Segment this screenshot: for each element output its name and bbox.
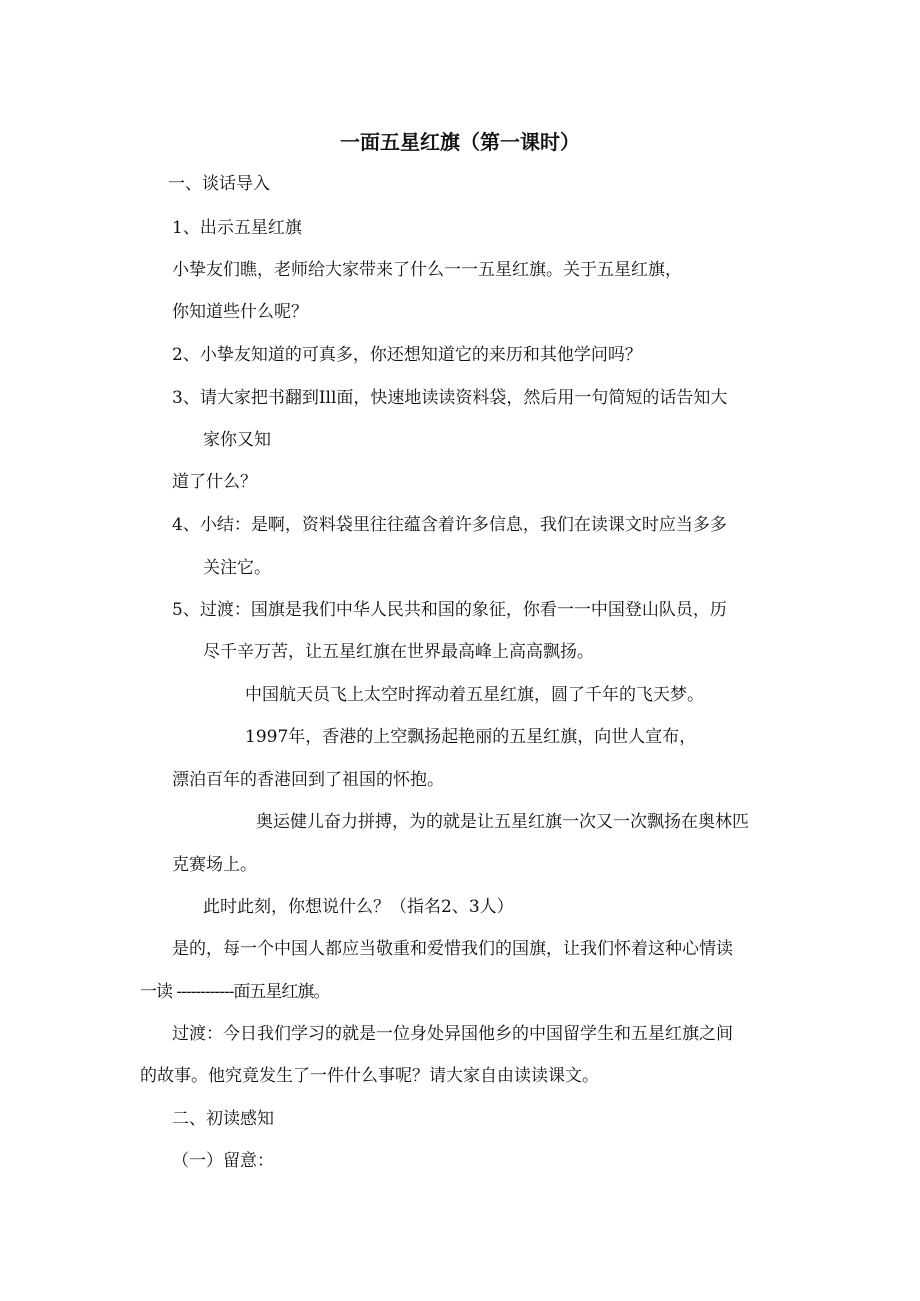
paragraph-line: （一）留意： bbox=[172, 1151, 274, 1171]
paragraph-line: 家你又知 bbox=[203, 430, 271, 450]
section-heading-intro: 一、谈话导入 bbox=[168, 174, 270, 194]
paragraph-line: 道了什么？ bbox=[172, 472, 257, 492]
paragraph-line: 此时此刻，你想说什么？（指名2、3人） bbox=[203, 897, 514, 917]
document-title: 一面五星红旗（第一课时） bbox=[340, 130, 580, 154]
paragraph-line: 克赛场上。 bbox=[172, 855, 257, 875]
paragraph-line: 尽千辛万苦，让五星红旗在世界最高峰上高高飘扬。 bbox=[203, 642, 594, 662]
paragraph-line: 一读 ------------面五星红旗。 bbox=[140, 982, 330, 1002]
section-heading-reading: 二、初读感知 bbox=[172, 1109, 274, 1129]
paragraph-line: 是的，每一个中国人都应当敬重和爱惜我们的国旗，让我们怀着这种心情读 bbox=[172, 939, 733, 959]
paragraph-line: 的故事。他究竟发生了一件什么事呢？请大家自由读读课文。 bbox=[140, 1066, 599, 1086]
paragraph-line: 你知道些什么呢？ bbox=[172, 302, 308, 322]
paragraph-line: 过渡：今日我们学习的就是一位身处异国他乡的中国留学生和五星红旗之间 bbox=[172, 1024, 733, 1044]
paragraph-line: 中国航天员飞上太空时挥动着五星红旗，圆了千年的飞天梦。 bbox=[245, 685, 704, 705]
paragraph-line: 1997年，香港的上空飘扬起艳丽的五星红旗，向世人宣布， bbox=[245, 727, 697, 747]
paragraph-line: 奥运健儿奋力拼搏，为的就是让五星红旗一次又一次飘扬在奥林匹 bbox=[256, 812, 749, 832]
paragraph-line: 3、请大家把书翻到Ill面，快速地读读资料袋，然后用一句简短的话告知大 bbox=[172, 388, 728, 408]
paragraph-line: 5、过渡：国旗是我们中华人民共和国的象征，你看一一中国登山队员，历 bbox=[172, 600, 727, 620]
paragraph-line: 1、出示五星红旗 bbox=[172, 218, 302, 238]
paragraph-line: 4、小结：是啊，资料袋里往往蕴含着许多信息，我们在读课文时应当多多 bbox=[172, 515, 727, 535]
paragraph-line: 2、小挚友知道的可真多，你还想知道它的来历和其他学问吗？ bbox=[172, 345, 642, 365]
paragraph-line: 小挚友们瞧，老师给大家带来了什么一一五星红旗。关于五星红旗， bbox=[172, 260, 682, 280]
paragraph-line: 关注它。 bbox=[203, 558, 271, 578]
paragraph-line: 漂泊百年的香港回到了祖国的怀抱。 bbox=[172, 770, 444, 790]
